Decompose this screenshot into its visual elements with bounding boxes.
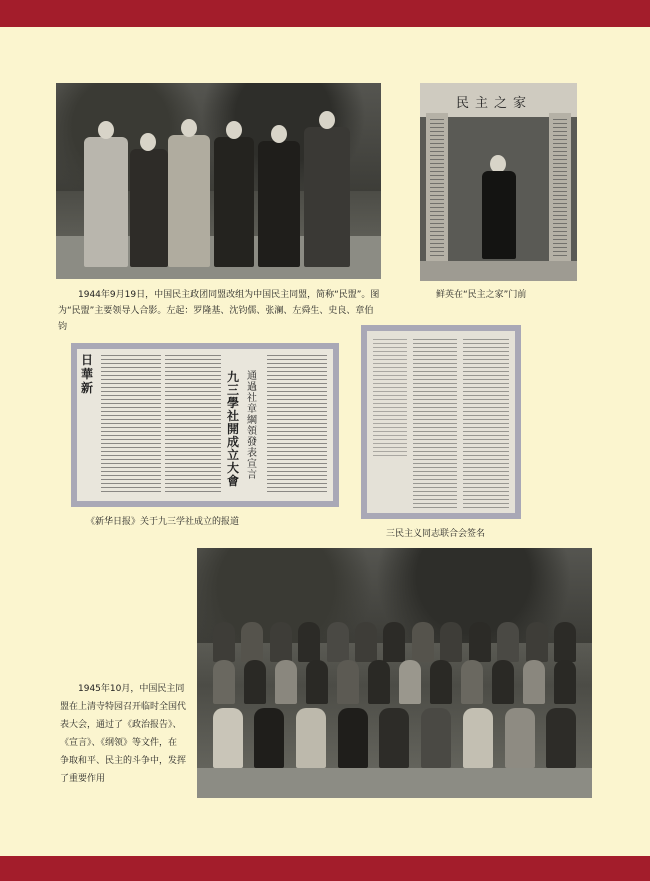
person-figure xyxy=(168,135,210,267)
signatures-caption: 三民主义同志联合会签名 xyxy=(386,529,486,539)
signature-columns xyxy=(373,339,407,459)
person-figure xyxy=(130,149,168,267)
newspaper-frame xyxy=(71,343,339,507)
person-head xyxy=(181,119,197,137)
person-head xyxy=(271,125,287,143)
newspaper-masthead: 日華新 xyxy=(81,353,94,395)
congress-photo xyxy=(197,548,592,798)
lawn xyxy=(197,768,592,798)
crowd-front-row xyxy=(213,708,576,768)
home-photo xyxy=(420,83,577,281)
signatures-frame xyxy=(361,325,521,519)
newspaper-subheadline: 通過社章綱領發表宣言 xyxy=(247,371,257,481)
person-figure xyxy=(258,141,300,267)
person-figure xyxy=(84,137,128,267)
leaders-photo-caption: 1944年9月19日，中国民主政团同盟改组为中国民主同盟，简称“民盟”。图为“民盟”主要领导人合影。左起：罗隆基、沈钧儒、张澜、左舜生、史良、章伯钧 xyxy=(58,290,380,332)
couplet-left xyxy=(430,119,444,259)
person-figure xyxy=(482,171,516,259)
gate-sign: 民主之家 xyxy=(456,96,533,111)
couplet-right xyxy=(553,119,567,259)
signatures-document xyxy=(367,331,515,513)
home-photo-caption: 鲜英在“民主之家”门前 xyxy=(436,290,527,300)
article-columns xyxy=(165,355,221,495)
newspaper-clipping xyxy=(77,349,333,501)
signature-columns xyxy=(413,339,457,509)
top-banner xyxy=(0,0,650,27)
newspaper-caption: 《新华日报》关于九三学社成立的报道 xyxy=(86,517,240,527)
steps xyxy=(420,261,577,281)
person-head xyxy=(226,121,242,139)
signature-columns xyxy=(463,339,509,509)
article-columns xyxy=(101,355,161,495)
bottom-banner xyxy=(0,856,650,881)
person-figure xyxy=(214,137,254,267)
person-head xyxy=(319,111,335,129)
leaders-photo xyxy=(56,83,381,279)
person-figure xyxy=(304,127,350,267)
newspaper-headline: 九三學社開成立大會 xyxy=(227,370,240,488)
person-head xyxy=(140,133,156,151)
crowd-middle-row xyxy=(213,660,576,704)
article-columns xyxy=(267,355,327,495)
person-head xyxy=(98,121,114,139)
congress-photo-caption: 1945年10月，中国民主同盟在上清寺特园召开临时全国代表大会，通过了《政治报告》、《宣言》、《纲领》等文件，在争取和平、民主的斗争中，发挥了重要作用 xyxy=(60,684,187,784)
crowd-back-row xyxy=(213,622,576,662)
